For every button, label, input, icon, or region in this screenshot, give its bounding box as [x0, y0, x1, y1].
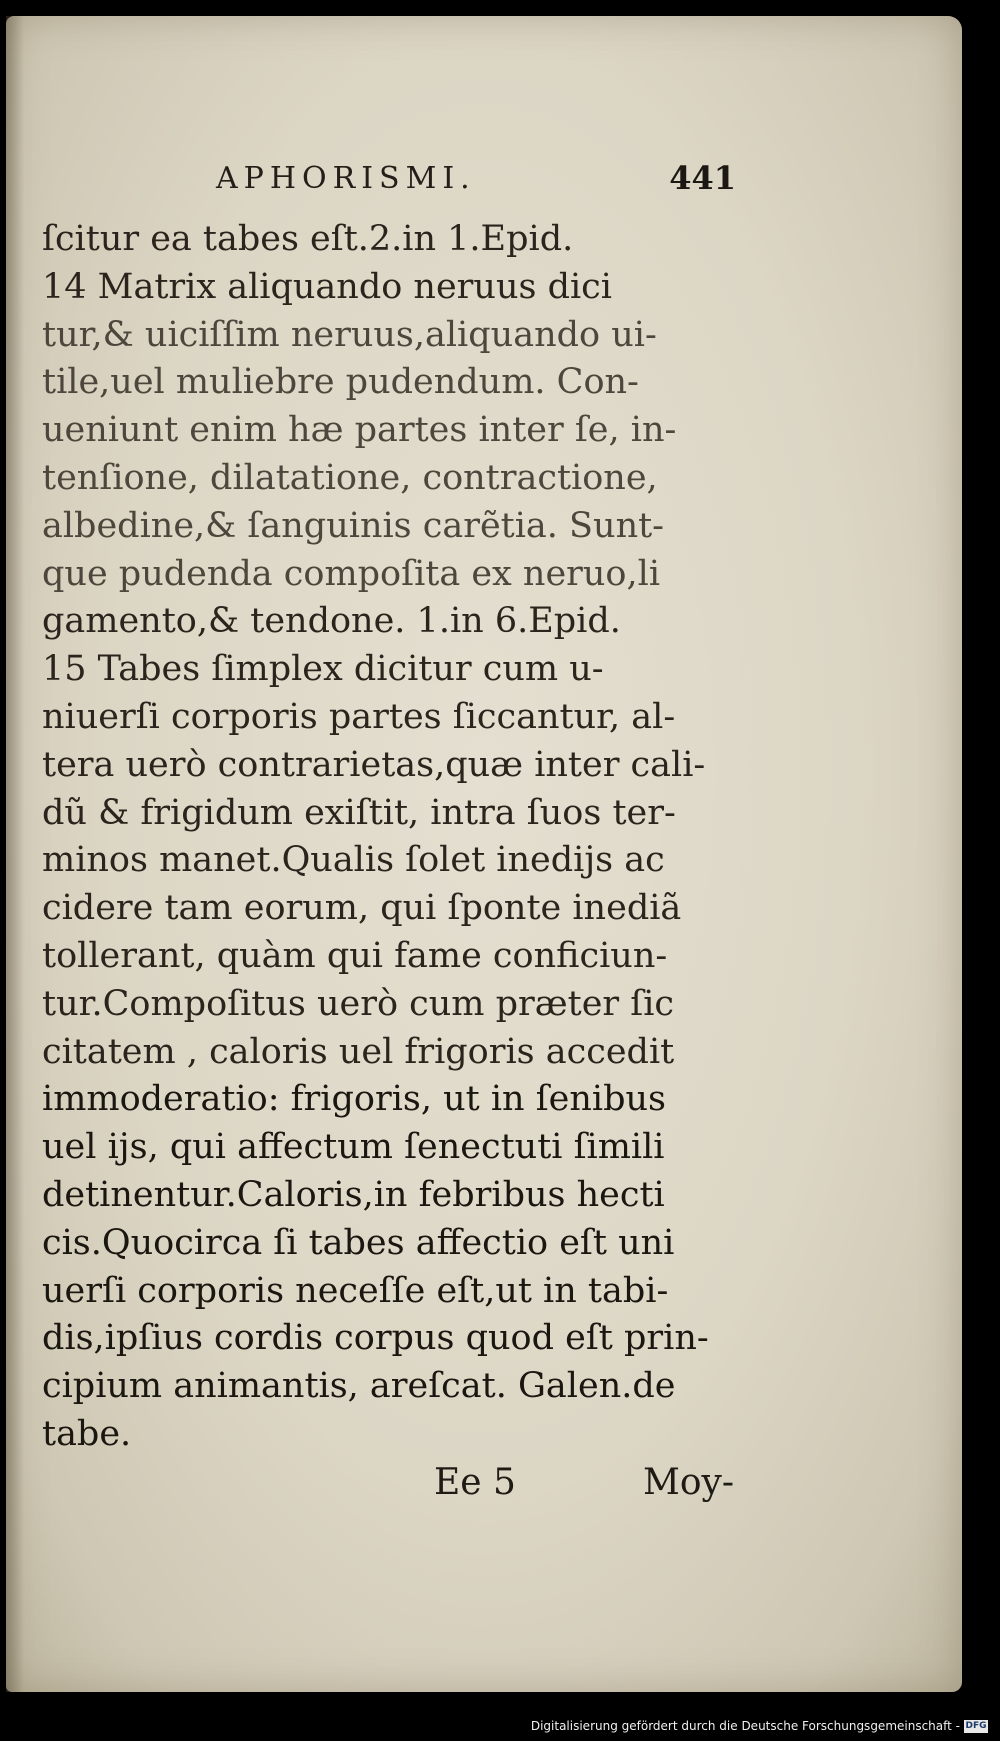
book-page — [6, 16, 962, 1692]
text-line: detinentur.Caloris,in febribus hecti — [42, 1174, 665, 1215]
footer-credit: Digitalisierung gefördert durch die Deutsche Forschungsgemeinschaft - — [530, 1719, 960, 1733]
text-line: tur.Compoſitus uerò cum præter ſic — [42, 983, 675, 1024]
text-line: citatem , caloris uel frigoris accedit — [42, 1031, 675, 1072]
text-line: tile,uel muliebre pudendum. Con- — [42, 362, 639, 403]
page-number: 441 — [669, 159, 736, 197]
dfg-logo: DFG — [965, 1720, 987, 1731]
text-line: uel ijs, qui affectum ſenectuti ſimili — [42, 1127, 665, 1168]
text-line: tenſione, dilatatione, contractione, — [42, 457, 658, 498]
catchword: Moy- — [642, 1462, 734, 1503]
text-line: dis,ipſius cordis corpus quod eſt prin- — [42, 1318, 709, 1359]
text-line: ueniunt enim hæ partes inter ſe, in- — [42, 410, 677, 451]
signature-mark: Ee 5 — [434, 1462, 516, 1503]
text-line: tabe. — [42, 1413, 132, 1454]
page-header — [216, 161, 736, 201]
text-line: albedine,& ſanguinis carẽtia. Sunt- — [42, 505, 665, 546]
text-line: cidere tam eorum, qui ſponte inediã — [42, 888, 682, 929]
body-text — [42, 216, 742, 1459]
catchline — [434, 1462, 734, 1512]
text-line: tur,& uiciſſim neruus,aliquando ui- — [42, 314, 657, 355]
digitization-footer — [531, 1715, 988, 1737]
text-line: uerſi corporis neceſſe eſt,ut in tabi- — [42, 1270, 669, 1311]
text-line: dũ & frigidum exiſtit, intra ſuos ter- — [42, 792, 676, 833]
text-line: cis.Quocirca ſi tabes affectio eſt uni — [42, 1222, 675, 1263]
text-line: 15 Tabes ſimplex dicitur cum u- — [42, 649, 604, 690]
text-line: gamento,& tendone. 1.in 6.Epid. — [42, 601, 621, 642]
text-line: tollerant, quàm qui fame conficiun- — [42, 935, 668, 976]
text-line: ſcitur ea tabes eſt.2.in 1.Epid. — [42, 219, 574, 259]
text-line: 14 Matrix aliquando neruus dici — [42, 266, 612, 307]
text-line: minos manet.Qualis ſolet inedijs ac — [42, 840, 665, 881]
text-line: niuerſi corporis partes ſiccantur, al- — [42, 696, 676, 737]
text-line: cipium animantis, areſcat. Galen.de — [42, 1366, 676, 1407]
running-title: APHORISMI. — [216, 161, 476, 196]
text-line: tera uerò contrarietas,quæ inter cali- — [42, 744, 706, 785]
text-line: immoderatio: frigoris, ut in ſenibus — [42, 1079, 667, 1120]
text-line: que pudenda compoſita ex neruo,li — [42, 553, 661, 594]
